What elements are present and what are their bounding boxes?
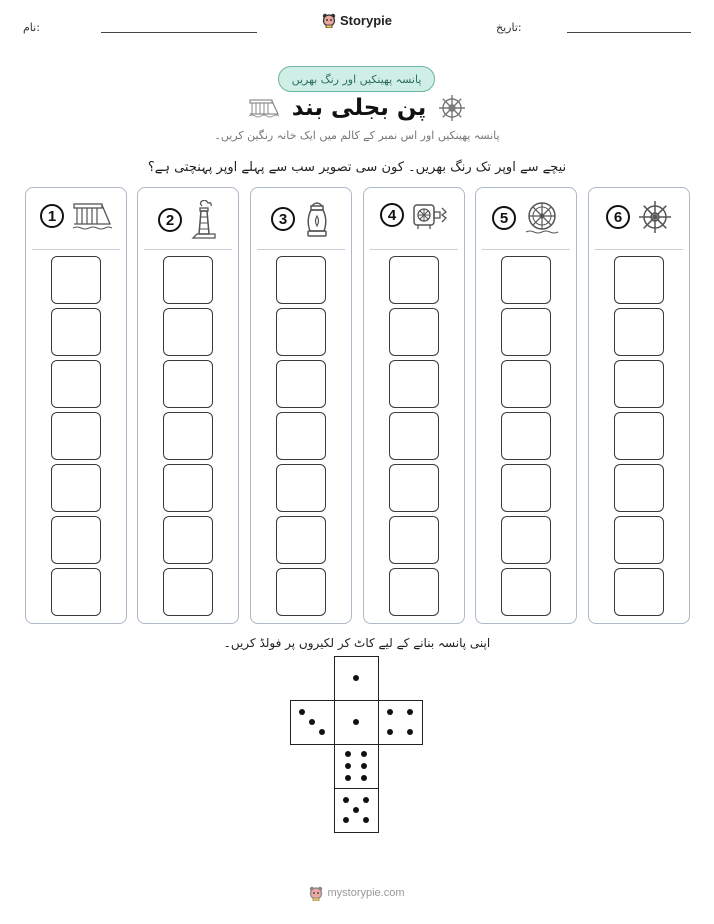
dice-pip bbox=[345, 751, 351, 757]
color-cell[interactable] bbox=[614, 360, 664, 408]
dice-pip bbox=[361, 775, 367, 781]
column-4 bbox=[363, 187, 465, 624]
color-cell[interactable] bbox=[276, 308, 326, 356]
dice-face-center bbox=[334, 700, 379, 745]
color-cell[interactable] bbox=[51, 464, 101, 512]
color-cell[interactable] bbox=[389, 516, 439, 564]
column-number: 5 bbox=[492, 206, 516, 230]
date-label: تاریخ: bbox=[496, 21, 522, 34]
color-cell[interactable] bbox=[614, 308, 664, 356]
water-wheel-icon bbox=[524, 200, 560, 236]
dice-instruction: اپنی پانسہ بنانے کے لیے کاٹ کر لکیروں پر فولڈ کریں۔ bbox=[223, 636, 491, 650]
color-cell[interactable] bbox=[501, 464, 551, 512]
column-2 bbox=[137, 187, 239, 624]
color-cell[interactable] bbox=[276, 516, 326, 564]
color-cell[interactable] bbox=[51, 308, 101, 356]
color-cell[interactable] bbox=[163, 516, 213, 564]
footer-url: mystorypie.com bbox=[327, 887, 405, 899]
dice-pip bbox=[387, 709, 393, 715]
color-cell[interactable] bbox=[501, 256, 551, 304]
mascot-icon bbox=[309, 885, 323, 901]
color-cell[interactable] bbox=[276, 464, 326, 512]
dice-pip bbox=[407, 709, 413, 715]
color-cell[interactable] bbox=[276, 568, 326, 616]
dice-pip bbox=[299, 709, 305, 715]
column-header bbox=[26, 200, 126, 232]
dice-pip bbox=[343, 797, 349, 803]
dice-pip bbox=[363, 817, 369, 823]
color-cell[interactable] bbox=[389, 464, 439, 512]
color-cell[interactable] bbox=[389, 412, 439, 460]
dam-icon bbox=[248, 97, 280, 119]
color-cell[interactable] bbox=[389, 256, 439, 304]
pill-badge: پانسہ پھینکیں اور رنگ بھریں bbox=[278, 66, 435, 92]
dice-face-bottom bbox=[334, 788, 379, 833]
chimney-icon bbox=[190, 200, 218, 240]
column-header bbox=[138, 200, 238, 240]
dice-face-top bbox=[334, 656, 379, 701]
dice-pip bbox=[407, 729, 413, 735]
dice-face-right bbox=[378, 700, 423, 745]
color-cell[interactable] bbox=[614, 464, 664, 512]
color-cell[interactable] bbox=[276, 256, 326, 304]
color-cell[interactable] bbox=[501, 516, 551, 564]
color-cell[interactable] bbox=[163, 360, 213, 408]
column-header bbox=[364, 200, 464, 230]
lantern-icon bbox=[303, 200, 331, 238]
subtitle: پانسہ پھینکیں اور اس نمبر کے کالم میں ایک خانہ رنگین کریں۔ bbox=[214, 129, 500, 142]
color-cell[interactable] bbox=[276, 360, 326, 408]
name-label: نام: bbox=[23, 21, 40, 34]
dice-pip bbox=[309, 719, 315, 725]
color-cell[interactable] bbox=[163, 308, 213, 356]
title-row bbox=[0, 94, 714, 122]
dice-pip bbox=[345, 763, 351, 769]
color-cell[interactable] bbox=[501, 360, 551, 408]
brand-name: Storypie bbox=[339, 12, 392, 28]
mascot-icon bbox=[322, 12, 336, 28]
dice-face-left bbox=[290, 700, 335, 745]
instruction: نیچے سے اوپر تک رنگ بھریں۔ کون سی تصویر سب سے پہلے اوپر پہنچتی ہے؟ bbox=[147, 160, 567, 175]
column-6 bbox=[588, 187, 690, 624]
column-number: 2 bbox=[158, 208, 182, 232]
column-divider bbox=[370, 249, 458, 250]
column-number: 6 bbox=[606, 205, 630, 229]
dice-pip bbox=[343, 817, 349, 823]
column-number: 1 bbox=[40, 204, 64, 228]
dice-pip bbox=[361, 751, 367, 757]
color-cell[interactable] bbox=[51, 360, 101, 408]
column-header bbox=[476, 200, 576, 236]
column-1 bbox=[25, 187, 127, 624]
brand-logo bbox=[0, 12, 714, 28]
column-divider bbox=[32, 249, 120, 250]
color-cell[interactable] bbox=[51, 412, 101, 460]
color-cell[interactable] bbox=[389, 568, 439, 616]
column-header bbox=[589, 200, 689, 234]
color-cell[interactable] bbox=[614, 516, 664, 564]
column-number: 3 bbox=[271, 207, 295, 231]
column-3 bbox=[250, 187, 352, 624]
date-line[interactable] bbox=[567, 32, 691, 33]
page-title: پن بجلی بند bbox=[291, 95, 427, 121]
color-cell[interactable] bbox=[276, 412, 326, 460]
color-cell[interactable] bbox=[614, 568, 664, 616]
column-number: 4 bbox=[380, 203, 404, 227]
color-cell[interactable] bbox=[163, 412, 213, 460]
color-cell[interactable] bbox=[163, 256, 213, 304]
footer bbox=[0, 885, 714, 901]
color-cell[interactable] bbox=[163, 568, 213, 616]
color-cell[interactable] bbox=[51, 568, 101, 616]
turbine-icon bbox=[412, 200, 448, 230]
dice-pip bbox=[387, 729, 393, 735]
color-cell[interactable] bbox=[614, 256, 664, 304]
color-cell[interactable] bbox=[51, 256, 101, 304]
dice-face-lower bbox=[334, 744, 379, 789]
name-line[interactable] bbox=[101, 32, 257, 33]
dice-pip bbox=[363, 797, 369, 803]
color-cell[interactable] bbox=[501, 568, 551, 616]
column-divider bbox=[257, 249, 345, 250]
dam-icon bbox=[72, 200, 112, 232]
color-cell[interactable] bbox=[389, 308, 439, 356]
dice-pip bbox=[353, 719, 359, 725]
dice-pip bbox=[361, 763, 367, 769]
column-divider bbox=[595, 249, 683, 250]
dice-pip bbox=[319, 729, 325, 735]
dice-pip bbox=[345, 775, 351, 781]
column-5 bbox=[475, 187, 577, 624]
color-cell[interactable] bbox=[389, 360, 439, 408]
ship-wheel-icon bbox=[438, 94, 466, 122]
dice-pip bbox=[353, 807, 359, 813]
color-cell[interactable] bbox=[501, 308, 551, 356]
color-cell[interactable] bbox=[501, 412, 551, 460]
color-cell[interactable] bbox=[51, 516, 101, 564]
color-cell[interactable] bbox=[163, 464, 213, 512]
ship-wheel-icon bbox=[638, 200, 672, 234]
dice-pip bbox=[353, 675, 359, 681]
column-divider bbox=[482, 249, 570, 250]
column-header bbox=[251, 200, 351, 238]
color-cell[interactable] bbox=[614, 412, 664, 460]
column-divider bbox=[144, 249, 232, 250]
